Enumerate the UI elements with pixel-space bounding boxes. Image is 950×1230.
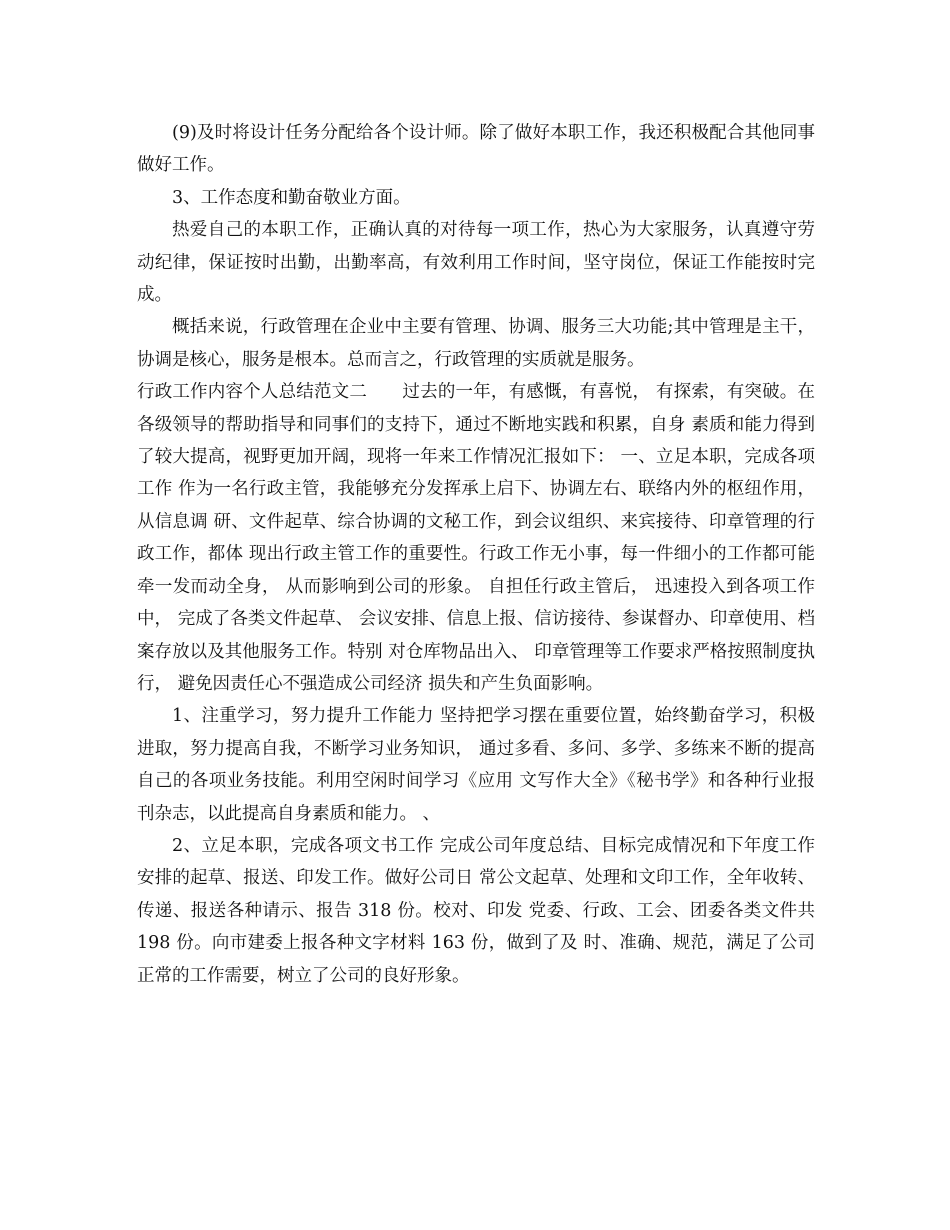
paragraph-document-work: 2、立足本职，完成各项文书工作 完成公司年度总结、目标完成情况和下年度工作安排的起草、报送、印发工作。做好公司日 常公文起草、处理和文印工作，全年收转、传递、报送各种请示、报告 318 份。校对、印发 党委、行政、工会、团委各类文件共 198 份。向市建委上报各种文字材料 163 份，做到了及 时、准确、规范，满足了公司正常的工作需要，树立了公司的良好形象。 xyxy=(137,835,815,986)
paragraph-learning: 1、注重学习，努力提升工作能力 坚持把学习摆在重要位置，始终勤奋学习，积极进取，努力提高自我，不断学习业务知识， 通过多看、多问、多学、多练来不断的提高自己的各项业务技能。利用空闲时间学习《应用 文写作大全》《秘书学》和各种行业报刊杂志，以此提高自身素质和能力。 、 xyxy=(137,706,815,824)
paragraph-sample-two: 行政工作内容个人总结范文二 过去的一年，有感慨，有喜悦， 有探索，有突破。在各级领导的帮助指导和同事们的支持下，通过不断地实践和积累，自身 素质和能力得到了较大提高，视野更加开阔，现将一年来工作情况汇报如下： 一、立足本职，完成各项工作 作为一名行政主管，我能够充分发挥承上启下、协调左右、联络内外的枢纽作用，从信息调 研、文件起草、综合协调的文秘工作，到会议组织、来宾接待、印章管理的行政工作，都体 现出行政主管工作的重要性。行政工作无小事，每一件细小的工作都可能牵一发而动全身， 从而影响到公司的形象。 自担任行政主管后， 迅速投入到各项工作中， 完成了各类文件起草、 会议安排、信息上报、信访接待、参谋督办、印章使用、档案存放以及其他服务工作。特别 对仓库物品出入、 印章管理等工作要求严格按照制度执行， 避免因责任心不强造成公司经济 损失和产生负面影响。 xyxy=(137,382,815,694)
paragraph-task-assignment: (9)及时将设计任务分配给各个设计师。除了做好本职工作，我还积极配合其他同事做好工作。 xyxy=(137,123,815,176)
paragraph-admin-summary: 概括来说，行政管理在企业中主要有管理、协调、服务三大功能;其中管理是主干，协调是核心，服务是根本。总而言之，行政管理的实质就是服务。 xyxy=(137,317,815,370)
paragraph-work-attitude: 热爱自己的本职工作，正确认真的对待每一项工作，热心为大家服务，认真遵守劳动纪律，保证按时出勤，出勤率高，有效利用工作时间，坚守岗位，保证工作能按时完成。 xyxy=(137,220,815,306)
paragraph-attitude-heading: 3、工作态度和勤奋敬业方面。 xyxy=(172,187,411,208)
